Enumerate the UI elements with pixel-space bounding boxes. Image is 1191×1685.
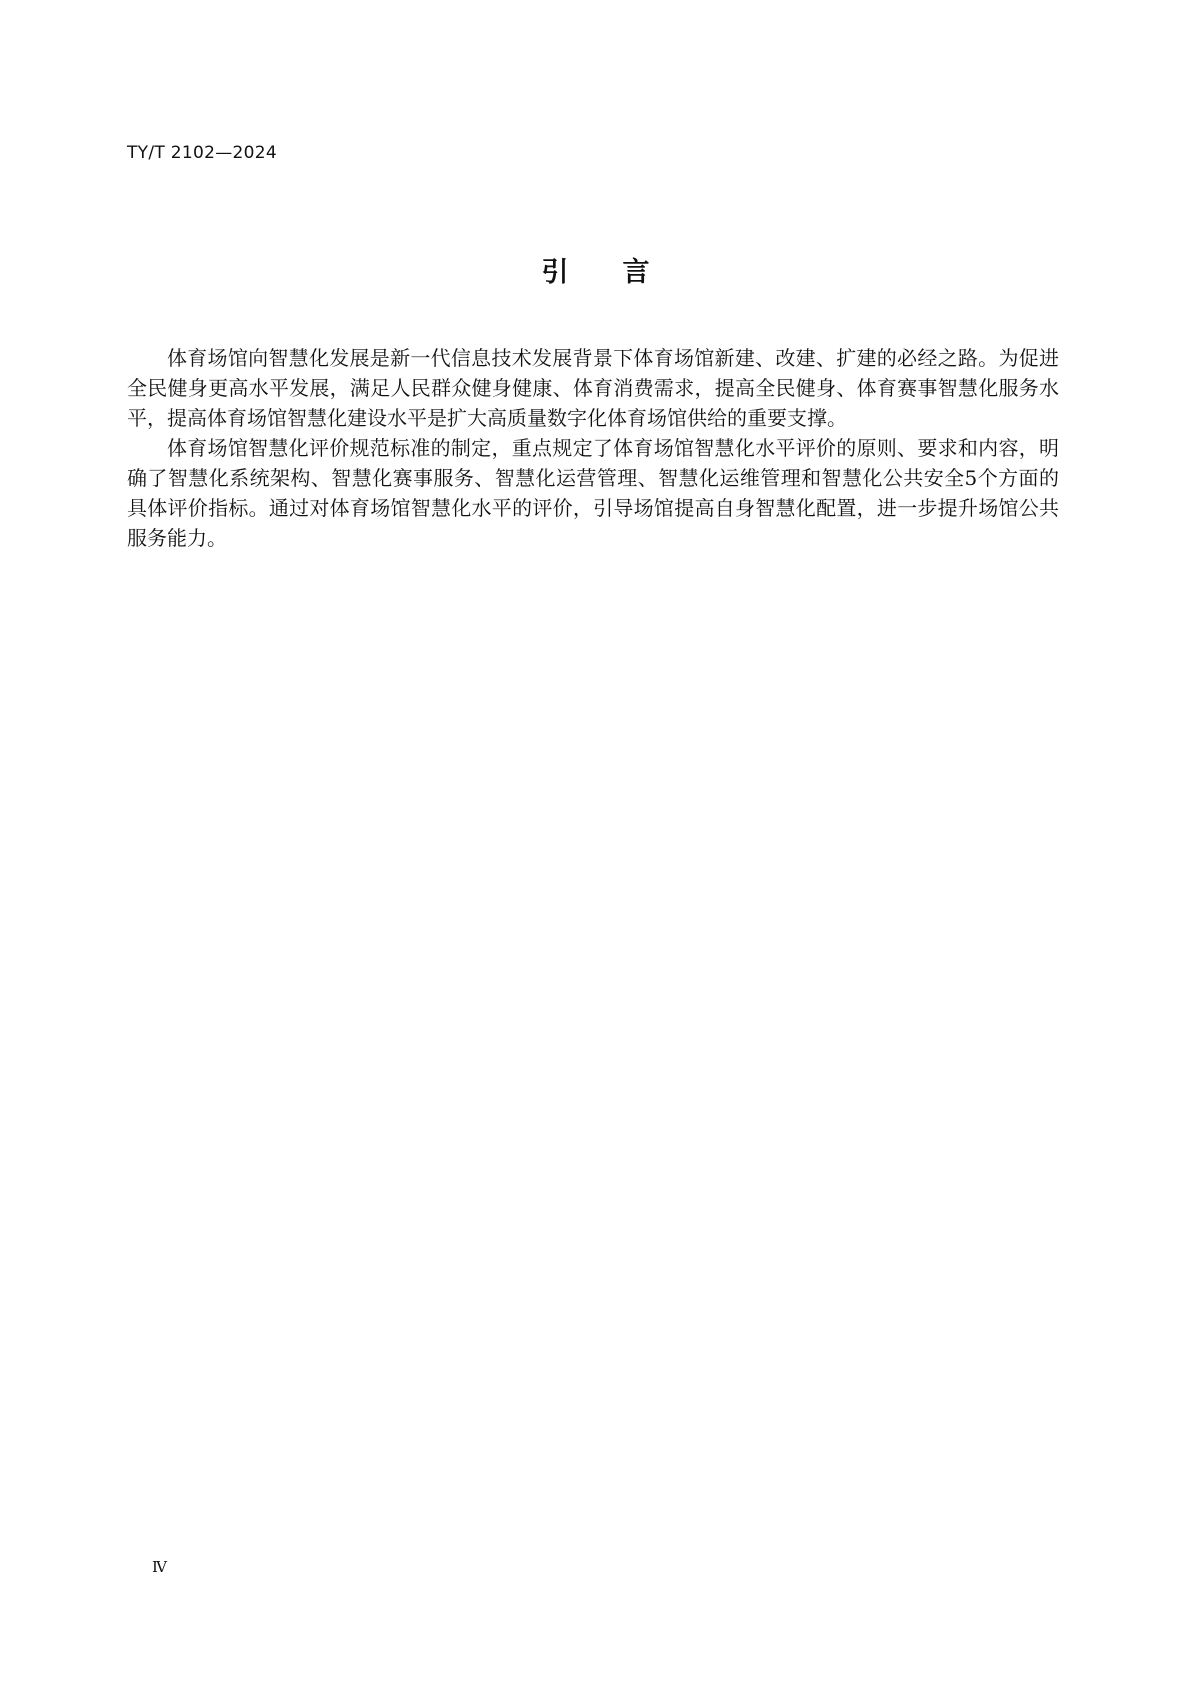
page-title: 引 言 bbox=[541, 257, 650, 288]
document-code: TY/T 2102—2024 bbox=[127, 143, 278, 163]
page-number: Ⅳ bbox=[152, 1558, 167, 1576]
paragraph: 体育场馆智慧化评价规范标准的制定，重点规定了体育场馆智慧化水平评价的原则、要求和内容，明确了智慧化系统架构、智慧化赛事服务、智慧化运营管理、智慧化运维管理和智慧化公共安全5个方面的具体评价指标。通过对体育场馆智慧化水平的评价，引导场馆提高自身智慧化配置，进一步提升场馆公共服务能力。 bbox=[127, 436, 1059, 550]
paragraph: 体育场馆向智慧化发展是新一代信息技术发展背景下体育场馆新建、改建、扩建的必经之路。为促进全民健身更高水平发展，满足人民群众健身健康、体育消费需求，提高全民健身、体育赛事智慧化服务水平，提高体育场馆智慧化建设水平是扩大高质量数字化体育场馆供给的重要支撑。 bbox=[127, 346, 1059, 430]
introduction-body bbox=[127, 343, 1059, 553]
